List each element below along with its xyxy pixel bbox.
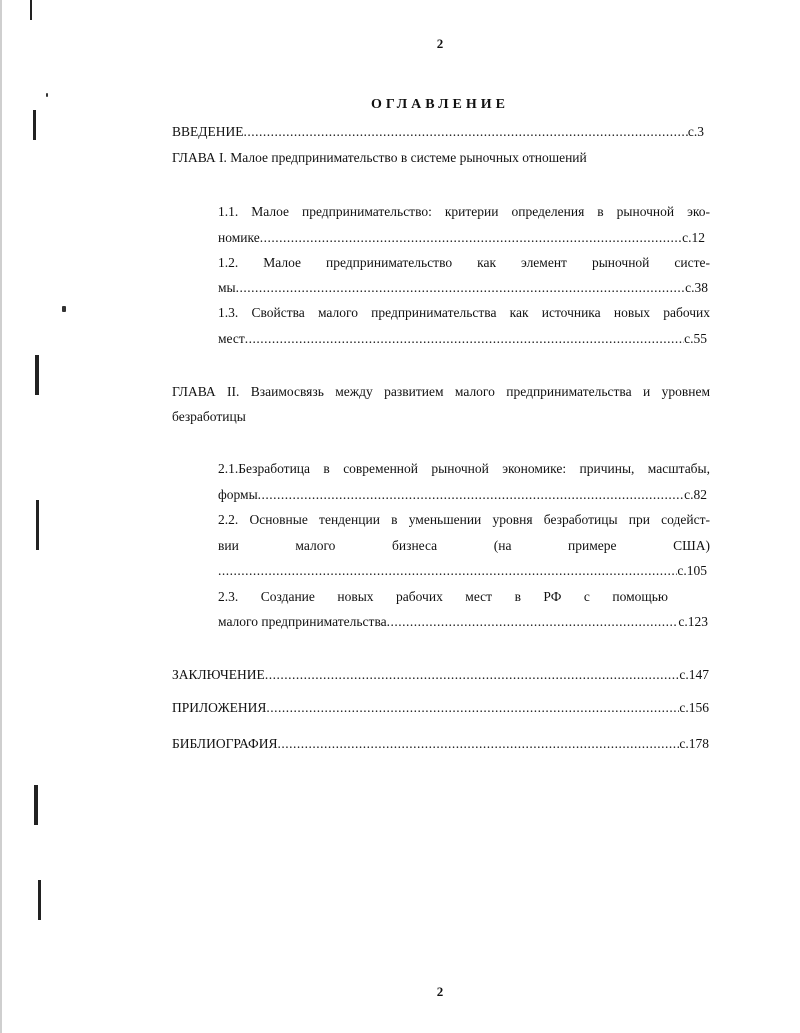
page-number-bottom: 2 xyxy=(436,984,444,999)
leader-dots xyxy=(243,124,687,140)
toc-entry-appendix[interactable] xyxy=(172,700,709,716)
chapter-heading[interactable]: ГЛАВА I. Малое предпринимательство в системе рыночных отношений xyxy=(172,150,587,165)
toc-entry-1-2[interactable] xyxy=(218,280,708,296)
toc-page-ref: с.147 xyxy=(679,667,709,682)
toc-entry-2-1[interactable] xyxy=(218,487,707,503)
toc-page-ref: с.178 xyxy=(679,736,709,751)
toc-page-ref: с.12 xyxy=(682,230,705,245)
scan-artifact xyxy=(38,880,41,920)
toc-entry-1-3[interactable] xyxy=(218,331,707,347)
toc-entry-bibliography[interactable] xyxy=(172,736,709,752)
toc-page-ref: с.38 xyxy=(685,280,708,295)
leader-dots xyxy=(265,667,680,683)
toc-page-ref: с.105 xyxy=(677,563,707,578)
toc-page-ref: с.123 xyxy=(678,614,708,629)
leader-dots xyxy=(236,280,686,296)
toc-entry-line[interactable]: 2.2. Основные тенденции в уменьшении уровня безработицы при содейст- xyxy=(218,512,710,527)
toc-entry-line[interactable]: 1.2. Малое предпринимательство как элемент рыночной систе- xyxy=(218,255,710,270)
toc-entry-label: мест xyxy=(218,331,245,346)
toc-entry-label: малого предпринимательства xyxy=(218,614,387,629)
toc-entry-2-3[interactable] xyxy=(218,614,708,630)
toc-entry-label: БИБЛИОГРАФИЯ xyxy=(172,736,278,751)
toc-entry-intro[interactable] xyxy=(172,124,704,140)
leader-dots xyxy=(266,700,679,716)
toc-entry-line[interactable]: 1.3. Свойства малого предпринимательства как источника новых рабочих xyxy=(218,305,710,320)
toc-entry-label: мы xyxy=(218,280,236,295)
toc-entry-label: ВВЕДЕНИЕ xyxy=(172,124,244,139)
toc-entry-line[interactable]: 2.3. Создание новых рабочих мест в РФ с помощью xyxy=(218,589,668,604)
toc-page-ref: с.82 xyxy=(684,487,707,502)
toc-entry-label: формы xyxy=(218,487,258,502)
toc-entry-label: ЗАКЛЮЧЕНИЕ xyxy=(172,667,265,682)
scan-artifact xyxy=(33,110,36,140)
toc-page-ref: с.3 xyxy=(687,124,704,139)
toc-entry-line[interactable]: вии малого бизнеса (на примере США) xyxy=(218,538,710,553)
leader-dots xyxy=(387,614,679,630)
toc-page-ref: с.156 xyxy=(679,700,709,715)
scan-artifact xyxy=(62,306,66,312)
scan-artifact xyxy=(36,500,39,550)
scan-left-edge xyxy=(0,0,2,1033)
scan-artifact xyxy=(30,0,32,20)
page-number-top: 2 xyxy=(436,36,444,51)
toc-entry-label: номике xyxy=(218,230,260,245)
scan-artifact xyxy=(34,785,38,825)
page-title: ОГЛАВЛЕНИЕ xyxy=(371,97,509,112)
toc-entry-2-2[interactable] xyxy=(218,563,707,579)
toc-entry-line[interactable]: 2.1.Безработица в современной рыночной экономике: причины, масштабы, xyxy=(218,461,710,476)
chapter-heading-cont[interactable]: безработицы xyxy=(172,409,246,424)
toc-entry-label: ПРИЛОЖЕНИЯ xyxy=(172,700,267,715)
chapter-heading[interactable]: ГЛАВА II. Взаимосвязь между развитием малого предпринимательства и уровнем xyxy=(172,384,710,399)
leader-dots xyxy=(277,736,679,752)
toc-entry-conclusion[interactable] xyxy=(172,667,709,683)
leader-dots xyxy=(245,331,684,347)
leader-dots xyxy=(258,487,684,503)
leader-dots xyxy=(260,230,682,246)
leader-dots xyxy=(218,563,677,579)
scan-artifact xyxy=(35,355,39,395)
toc-entry-line[interactable]: 1.1. Малое предпринимательство: критерии определения в рыночной эко- xyxy=(218,204,710,219)
toc-entry-1-1[interactable] xyxy=(218,230,705,246)
toc-page-ref: с.55 xyxy=(684,331,707,346)
